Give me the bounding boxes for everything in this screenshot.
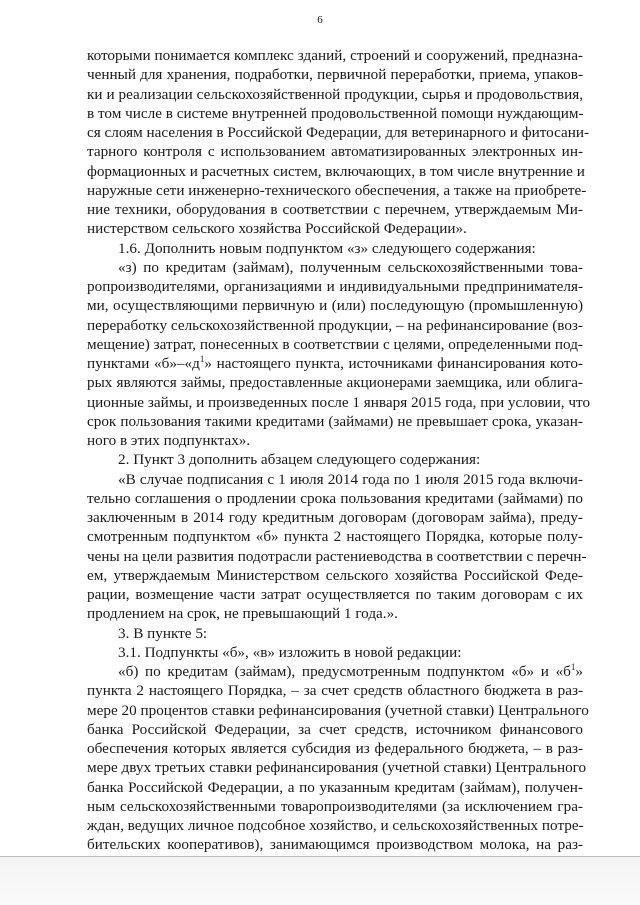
text-line: рации, возмещение части затрат осуществляется по таким договорам с их — [87, 586, 583, 603]
text-line: нистерством сельского хозяйства Российской Федерации». — [87, 220, 467, 238]
text-line: «В случае подписания с 1 июля 2014 года по 1 июля 2015 года включи- — [118, 470, 583, 488]
text-line: тельно соглашения о продлении срока пользования кредитами (займами) по — [87, 489, 583, 507]
text-line: ем, утверждаемым Министерством сельского хозяйства Российской Феде- — [87, 566, 583, 584]
text-line: мере двух третьих ставки рефинансирования (учетной ставки) Центрального — [87, 759, 587, 777]
text-line: смотренным подпунктом «б» пункта 2 настоящего Порядка, которые полу- — [87, 528, 583, 546]
text-line: пункта 2 настоящего Порядка, – за счет средств областного бюджета в раз- — [87, 682, 583, 700]
page-number: 6 — [317, 14, 323, 26]
text-line: формационных и расчетных систем, включающих, в том числе внутренние и — [87, 162, 585, 180]
text-line: мере 20 процентов ставки рефинансирования (учетной ставки) Центрального — [87, 701, 589, 719]
text-line: переработку сельскохозяйственной продукции, – на рефинансирование (воз- — [87, 316, 583, 334]
superscript: 1 — [199, 353, 205, 364]
text-line: пунктами «$б»-«д^1$» настоящего пункта, источниками финансирования кото- — [87, 353, 583, 372]
text-line: которыми понимается комплекс зданий, строений и сооружений, предназна- — [87, 47, 583, 64]
superscript: 1 — [570, 661, 576, 672]
text-line: продлением на срок, не превышающий 1 года.». — [87, 605, 398, 623]
text-line: ся слоям населения в Российской Федерации, для ветеринарного и фитосани- — [87, 124, 590, 141]
text-line: ждан, ведущих личное подсобное хозяйство, и сельскохозяйственных потре- — [87, 817, 584, 834]
text-line: рых являются займы, предоставленные акционерами заемщика, или облига- — [87, 374, 583, 392]
text-line: ки и реализации сельскохозяйственной продукции, сырья и продовольствия, — [87, 85, 583, 103]
text-line: «з) по кредитам (займам), полученным сельскохозяйственными това- — [118, 258, 583, 276]
text-line: заключенным в 2014 году кредитным договорам (договорам займа), преду- — [87, 509, 583, 526]
text-line: ропроизводителями, организациями и индивидуальными предпринимателя- — [87, 278, 583, 295]
scan-bottom-margin — [0, 857, 640, 905]
text-line: чены на цели развития подотрасли растениеводства в соответствии с перечн- — [87, 547, 587, 565]
text-line: обеспечения которых является субсидия из федерального бюджета, – в раз- — [87, 740, 583, 757]
text-line: тарного контроля с использованием автоматизированных электронных ин- — [87, 143, 583, 161]
text-line: ным сельскохозяйственными товаропроизводителями (за исключением гра- — [87, 797, 583, 815]
text-line: ционные займы, и произведенных после 1 января 2015 года, при условии, что — [87, 393, 591, 411]
text-line: срок пользования такими кредитами (займами) не превышает срока, указан- — [87, 412, 583, 430]
text-line: ченный для хранения, подработки, первичной переработки, приема, упаков- — [87, 66, 583, 84]
text-line: «б) по кредитам (займам), предусмотренным подпунктом «б» и «$б^1$» — [118, 661, 583, 680]
text-line: ние техники, оборудования в соответствии с перечнем, утверждаемым Ми- — [87, 201, 583, 218]
text-line: 2. Пункт 3 дополнить абзацем следующего содержания: — [118, 451, 481, 469]
document-body — [87, 46, 591, 893]
text-line: мещение) затрат, понесенных в соответствии с целями, определенными под- — [87, 335, 583, 353]
text-line: 3.1. Подпункты «б», «в» изложить в новой редакции: — [118, 643, 462, 661]
text-line: 1.6. Дополнить новым подпунктом «з» следующего содержания: — [118, 239, 536, 257]
text-line: банка Российской Федерации, за счет средств, источником финансового — [87, 720, 583, 738]
text-line: банка Российской Федерации, а по указанным кредитам (займам), получен- — [87, 778, 583, 796]
text-line: бительских кооперативов), занимающимся производством молока, на раз- — [87, 836, 583, 854]
text-line: наружные сети инженерно-технического обеспечения, а также на приобрете- — [87, 181, 587, 199]
text-line: в том числе в системе внутренней продовольственной помощи нуждающим- — [87, 104, 584, 122]
text-line: 3. В пункте 5: — [118, 624, 208, 642]
text-line: ного в этих подпунктах». — [87, 432, 251, 449]
text-line: ми, осуществляющими первичную и (или) последующую (промышленную) — [87, 297, 583, 315]
